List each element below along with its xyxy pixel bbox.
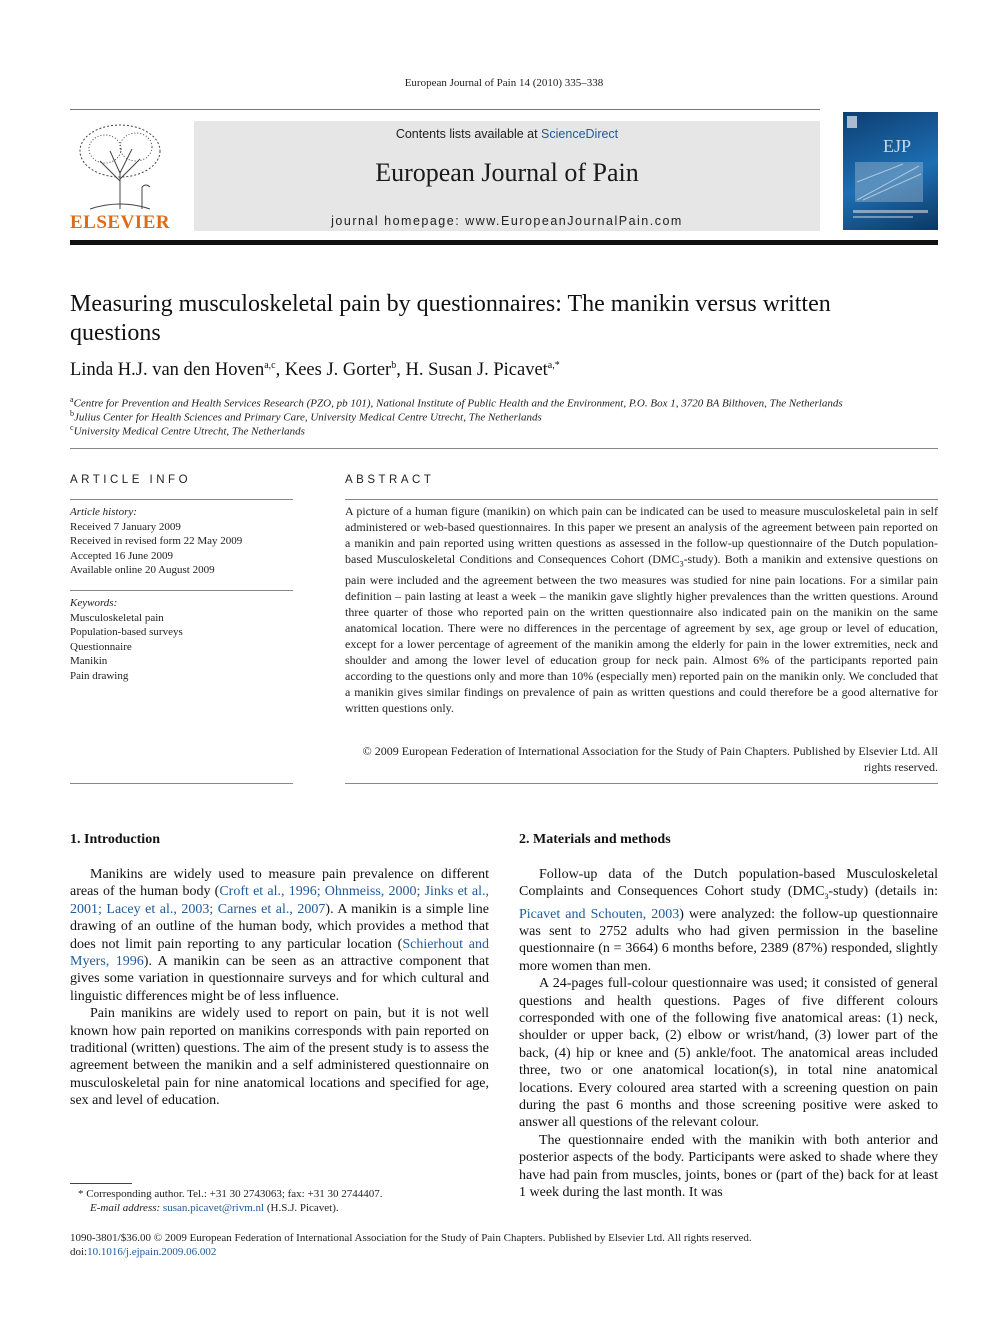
svg-text:EJP: EJP bbox=[883, 136, 912, 156]
history-online: Available online 20 August 2009 bbox=[70, 564, 215, 576]
issn-copyright: 1090-3801/$36.00 © 2009 European Federation of International Association for the Study of Pain Chapters. Published by Elsevier Ltd. All rights reserved. bbox=[70, 1232, 752, 1244]
affiliation-b: $^b$Julius Center for Health Sciences and Primary Care, University Medical Centre Utrecht, The Netherlands bbox=[70, 409, 542, 424]
methods-heading: 2. Materials and methods bbox=[519, 832, 671, 847]
intro-body bbox=[70, 866, 489, 1110]
journal-banner bbox=[194, 121, 820, 231]
history-revised: Received in revised form 22 May 2009 bbox=[70, 535, 243, 547]
affiliation-a: $^a$Centre for Prevention and Health Services Research (PZO, pb 101), National Institute of Public Health and the Environment, P.O. Box 1, 3720 BA Bilthoven, The Netherlands bbox=[70, 395, 843, 410]
info-bottom-rule bbox=[70, 783, 293, 784]
keyword: Pain drawing bbox=[70, 669, 129, 682]
abstract-heading: ABSTRACT bbox=[345, 474, 435, 486]
author-1: Linda H.J. van den Hoven$^{a,c}$, bbox=[70, 360, 285, 381]
journal-name: European Journal of Pain bbox=[375, 158, 639, 187]
footnote bbox=[78, 1187, 498, 1215]
abstract-copyright: © 2009 European Federation of International Association for the Study of Pain Chapters. Published by Elsevier Ltd. All rights reserved. bbox=[362, 744, 938, 774]
author-2: Kees J. Gorter$^b$, bbox=[284, 360, 406, 381]
methods-paragraph-3: The questionnaire ended with the manikin with both anterior and posterior aspects of the body. Participants were asked to shade where they have had pain from muscles, joints, bones or (part of the) back for at least 1 week during the last month. It was bbox=[519, 1132, 938, 1201]
intro-heading: 1. Introduction bbox=[70, 832, 160, 847]
email-link[interactable]: susan.picavet@rivm.nl bbox=[162, 1202, 265, 1214]
doi-line: doi:10.1016/j.ejpain.2009.06.002 bbox=[70, 1246, 217, 1258]
contents-line bbox=[194, 127, 820, 141]
affiliation-rule bbox=[70, 448, 938, 449]
journal-cover-image bbox=[843, 112, 938, 230]
abstract-bottom-rule bbox=[345, 783, 938, 784]
article-history bbox=[70, 505, 293, 578]
intro-citations[interactable]: Croft et al., 1996; Ohnmeiss, 2000; Jinks et al., 2001; Lacey et al., 2003; Carnes et al., 2007 bbox=[70, 884, 489, 917]
keywords-label: Keywords: bbox=[70, 597, 118, 609]
author-list bbox=[70, 360, 930, 381]
history-received: Received 7 January 2009 bbox=[70, 520, 181, 533]
journal-homepage[interactable]: journal homepage: www.EuropeanJournalPain.com bbox=[331, 214, 683, 228]
page-footer bbox=[70, 1231, 938, 1259]
methods-paragraph-1: Follow-up data of the Dutch population-based Musculoskeletal Complaints and Consequences Cohort study $(DMC_3-study)$ (details in: Picavet and Schouten, 2003) were analyzed: the follow-up questionnaire was sent to 2752 adults who had given permission in the baseline questionnaire (n = 3664) 6 months before, 2389 (87%) responded, slightly more women than men. bbox=[519, 867, 938, 974]
intro-citation-schierhout[interactable]: Schierhout and Myers, 1996 bbox=[70, 936, 490, 970]
email-line: E-mail address: susan.picavet@rivm.nl (H.S.J. Picavet). bbox=[90, 1202, 339, 1214]
abstract-rule bbox=[345, 499, 938, 500]
keyword: Musculoskeletal pain bbox=[70, 611, 164, 624]
keywords bbox=[70, 596, 293, 683]
history-label: Article history: bbox=[70, 506, 137, 518]
keyword: Manikin bbox=[70, 655, 108, 667]
article-info-heading: ARTICLE INFO bbox=[70, 474, 192, 486]
footnote-rule bbox=[70, 1183, 132, 1184]
publisher-wordmark: ELSEVIER bbox=[70, 212, 171, 233]
contents-prefix: Contents lists available at bbox=[395, 127, 542, 141]
keyword: Questionnaire bbox=[70, 640, 132, 653]
methods-citation[interactable]: Picavet and Schouten, 2003 bbox=[519, 906, 680, 922]
intro-paragraph-1: Manikins are widely used to measure pain prevalence on different areas of the human body (Croft et al., 1996; Ohnmeiss, 2000; Jinks et al., 2001; Lacey et al., 2003; Carnes et al., 2007). A manikin is a simple line drawing of an outline of the human body, which provides a method that does not limit pain reporting to any particular location (Schierhout and Myers, 1996). A manikin can be seen as an attractive component that gives some variation in questionnaire surveys and for which cultural and linguistic differences might be of less influence. bbox=[70, 867, 490, 1004]
doi-link[interactable]: 10.1016/j.ejpain.2009.06.002 bbox=[87, 1246, 217, 1258]
abstract-text: A picture of a human figure (manikin) on which pain can be indicated can be used to measure musculoskeletal pain in self administered or web-based questionnaires. In this paper we present an analysis of the agreement between pain reported on a manikin and pain reported using written questions as assessed in the follow-up questionnaire of the Dutch population-based Musculoskeletal Conditions and Consequences Cohort $(DMC_3-study)$. Both a manikin and extensive questions on pain were included and the agreement between the two measures was studied for nine pain locations. For a similar pain definition – pain lasting at least a week – the manikin gave slightly higher prevalences than the written questions. Around three quarter of those who reported pain on the written questionnaire also indicated pain on the manikin on the same anatomical location. There were no differences in the percentage of agreement by sex, age group or level of education, except for a lower percentage of agreement of the manikin among the elderly for pain in the lower extremities, neck and shoulder and among the lower level of education group for neck pain. Almost 6% of the participants reported pain according to the questions only and more than 10% (especially men) reported pain on the manikin only. We concluded that a manikin gives similar findings on prevalence of pain as written questions and could therefore be a good alternative for written questions only. bbox=[345, 504, 938, 716]
author-3: H. Susan J. Picavet$^{a,*}$ bbox=[405, 360, 560, 381]
running-head: European Journal of Pain 14 (2010) 335–338 bbox=[404, 77, 604, 89]
methods-paragraph-2: A 24-pages full-colour questionnaire was used; it consisted of general questions and health questions. Pages of five different colours corresponded with one of the following five anatomical areas: (1) neck, shoulder or upper back, (2) elbow or wrist/hand, (3) lower part of the back, (4) hip or knee and (5) ankle/foot. The anatomical areas included three, two or one anatomical location(s), in total nine anatomical locations. Every coloured area started with a screening question on pain during the past 6 months and those screening positive were asked to answer all questions of the relevant colour. bbox=[519, 976, 938, 1131]
corresponding-author: * Corresponding author. Tel.: +31 30 2743063; fax: +31 30 2744407. bbox=[78, 1188, 383, 1200]
sciencedirect-link[interactable]: ScienceDirect bbox=[541, 127, 619, 141]
affiliation-c: $^c$University Medical Centre Utrecht, The Netherlands bbox=[70, 423, 305, 438]
intro-paragraph-2: Pain manikins are widely used to report on pain, but it is not well known how pain reported on manikins corresponds with pain reported on traditional (written) questions. The aim of the present study is to assess the agreement between the manikin and a self administered questionnaire on musculoskeletal pain for nine anatomical locations and specified for age, sex and level of education. bbox=[70, 1006, 489, 1109]
keywords-rule bbox=[70, 590, 293, 591]
keyword: Population-based surveys bbox=[70, 626, 183, 638]
article-info-rule bbox=[70, 499, 293, 500]
history-accepted: Accepted 16 June 2009 bbox=[70, 549, 173, 562]
methods-body bbox=[519, 866, 938, 1202]
header-thick-rule bbox=[70, 240, 938, 245]
header-rule bbox=[70, 109, 820, 110]
article-title: Measuring musculoskeletal pain by questionnaires: The manikin versus written questions bbox=[70, 291, 831, 346]
